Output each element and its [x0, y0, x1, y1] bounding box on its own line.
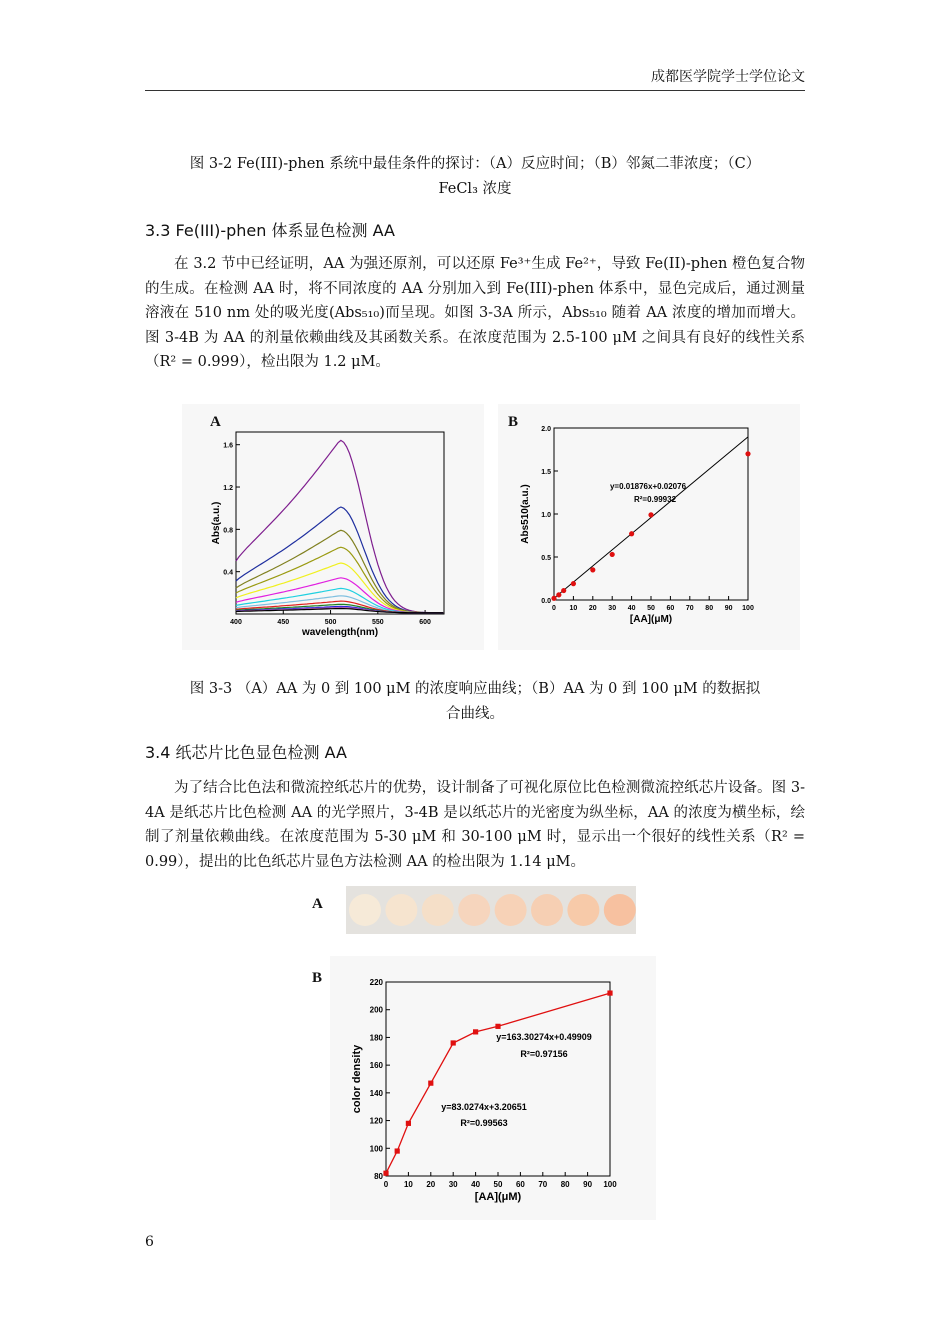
- y-axis-label: Abs(a.u.): [211, 501, 222, 545]
- plot-frame: [386, 982, 610, 1176]
- y-axis-label: Abs510(a.u.): [520, 484, 531, 544]
- data-point: [590, 567, 595, 572]
- plot-frame: [236, 432, 444, 614]
- section-3-4-title: 3.4 纸芯片比色显色检测 AA: [145, 743, 347, 762]
- y-tick-label: 160: [369, 1061, 383, 1071]
- y-tick-label: 0.8: [223, 527, 233, 535]
- data-point: [428, 1081, 433, 1086]
- y-tick-label: 1.0: [541, 512, 551, 519]
- x-tick-label: 10: [403, 1180, 413, 1189]
- header-title: 成都医学院学士学位论文: [651, 69, 805, 85]
- data-point: [561, 588, 566, 593]
- spectrum-line: [236, 563, 443, 613]
- x-tick-label: 30: [448, 1180, 458, 1189]
- y-tick-label: 1.5: [541, 469, 551, 476]
- x-tick-label: 80: [705, 605, 714, 612]
- fit-r2: R²=0.99563: [460, 1118, 508, 1128]
- x-tick-label: 60: [515, 1180, 525, 1189]
- data-point: [629, 531, 634, 536]
- x-tick-label: 100: [603, 1180, 617, 1189]
- x-tick-label: 400: [230, 619, 242, 626]
- y-tick-label: 0.4: [223, 569, 233, 577]
- x-tick-label: 40: [627, 605, 636, 612]
- y-tick-label: 1.6: [223, 442, 233, 450]
- x-tick-label: 20: [588, 605, 597, 612]
- x-axis-label: wavelength(nm): [301, 627, 379, 638]
- x-tick-label: 20: [426, 1180, 436, 1189]
- x-tick-label: 60: [666, 605, 675, 612]
- fit-r2: R²=0.97156: [520, 1049, 568, 1059]
- data-point: [383, 1171, 388, 1176]
- x-tick-label: 50: [647, 605, 655, 612]
- x-tick-label: 0: [383, 1180, 389, 1189]
- data-point: [556, 592, 561, 597]
- figure-3-4b: [330, 956, 656, 1220]
- panel-label-a: A: [312, 896, 323, 912]
- spectrum-line: [236, 440, 443, 612]
- x-tick-label: 10: [569, 605, 578, 612]
- x-tick-label: 500: [324, 619, 337, 626]
- x-tick-label: 550: [371, 619, 384, 626]
- spectrum-line: [236, 547, 443, 613]
- fit-r2: R²=0.99932: [633, 495, 677, 504]
- paragraph-3-3: 在 3.2 节中已经证明，AA 为强还原剂，可以还原 Fe³⁺生成 Fe²⁺，导致 Fe(II)-phen 橙色复合物的生成。在检测 AA 时，将不同浓度的 AA 分别加入到 Fe(III)-phen 体系中，显色完成后，通过测量溶液在 510 nm 处的吸光度(Abs₅₁₀)而呈现。如图 3-3A 所示，Abs₅₁₀ 随着 AA 浓度的增加而增大。图 3-4B 为 AA 的剂量依赖曲线及其函数关系。在浓度范围为 2.5-100 μM 之间具有良好的线性关系（R² = 0.999），检出限为 1.2 μM。: [145, 256, 805, 370]
- data-point: [648, 512, 653, 517]
- data-point: [473, 1029, 478, 1034]
- data-point: [495, 1024, 500, 1029]
- page-number: 6: [145, 1234, 154, 1250]
- data-line: [386, 993, 610, 1173]
- paper-chip-photo: [346, 886, 636, 934]
- x-tick-label: 70: [538, 1180, 548, 1189]
- x-tick-label: 70: [685, 605, 694, 612]
- data-point: [571, 581, 576, 586]
- x-tick-label: 90: [724, 605, 733, 612]
- paragraph-3-4: 为了结合比色法和微流控纸芯片的优势，设计制备了可视化原位比色检测微流控纸芯片设备。图 3-4A 是纸芯片比色检测 AA 的光学照片，3-4B 是以纸芯片的光密度为纵坐标，AA 的浓度为横坐标，绘制了剂量依赖曲线。在浓度范围为 5-30 μM 和 30-100 μM 时，显示出一个很好的线性关系（R² = 0.99），提出的比色纸芯片显色方法检测 AA 的检出限为 1.14 μM。: [145, 780, 805, 870]
- fit-equation: y=163.30274x+0.49909: [496, 1032, 592, 1042]
- data-point: [395, 1148, 400, 1153]
- x-tick-label: 100: [742, 605, 754, 612]
- x-tick-label: 30: [608, 605, 617, 612]
- x-tick-label: 40: [471, 1180, 481, 1189]
- y-tick-label: 0.5: [541, 555, 551, 562]
- panel-label-b: B: [508, 414, 519, 430]
- y-tick-label: 100: [369, 1144, 383, 1154]
- x-tick-label: 600: [419, 619, 431, 626]
- paper-chip-spots: [346, 886, 636, 934]
- figure-3-3a: [182, 404, 484, 650]
- paper-spot: [567, 894, 599, 926]
- fit-line: [554, 437, 748, 598]
- caption-line: 合曲线。: [446, 706, 504, 722]
- y-tick-label: 1.2: [223, 485, 233, 493]
- spectrum-line: [236, 507, 443, 613]
- paper-spot: [422, 894, 454, 926]
- x-tick-label: 450: [277, 619, 290, 626]
- spectra-chart: [182, 404, 484, 650]
- y-tick-label: 2.0: [541, 426, 551, 433]
- fit-equation: y=0.01876x+0.02076: [609, 482, 687, 491]
- paper-spot: [495, 894, 527, 926]
- figure-3-3b: [498, 404, 800, 650]
- y-tick-label: 140: [369, 1088, 383, 1098]
- x-tick-label: 50: [493, 1180, 503, 1189]
- data-point: [607, 990, 612, 995]
- y-tick-label: 0.0: [541, 598, 551, 605]
- paper-spot: [458, 894, 490, 926]
- paper-spot: [349, 894, 381, 926]
- y-tick-label: 200: [369, 1005, 383, 1015]
- paper-spot: [604, 894, 636, 926]
- x-tick-label: 0: [552, 605, 556, 612]
- data-point: [551, 596, 556, 601]
- x-tick-label: 90: [583, 1180, 593, 1189]
- data-point: [610, 552, 615, 557]
- figure-3-2-caption: [145, 152, 805, 202]
- x-tick-label: 80: [560, 1180, 570, 1189]
- paper-spot: [385, 894, 417, 926]
- section-3-3-title: 3.3 Fe(III)-phen 体系显色检测 AA: [145, 221, 395, 240]
- data-point: [451, 1040, 456, 1045]
- data-point: [745, 451, 750, 456]
- paper-spot: [531, 894, 563, 926]
- x-axis-label: [AA](μM): [474, 1191, 522, 1203]
- data-point: [406, 1121, 411, 1126]
- y-axis-label: color density: [351, 1044, 363, 1114]
- color-density-chart: [330, 956, 656, 1220]
- y-tick-label: 220: [369, 978, 383, 987]
- panel-label-b: B: [312, 970, 323, 986]
- x-axis-label: [AA](μM): [629, 614, 673, 625]
- caption-line: 图 3-3 （A）AA 为 0 到 100 μM 的浓度响应曲线；（B）AA 为 0 到 100 μM 的数据拟: [189, 681, 761, 697]
- panel-label-a: A: [210, 414, 221, 430]
- figure-3-3-caption: [145, 677, 805, 727]
- y-tick-label: 180: [369, 1033, 383, 1043]
- caption-line: FeCl₃ 浓度: [438, 181, 512, 197]
- y-tick-label: 120: [369, 1116, 383, 1126]
- caption-line: 图 3-2 Fe(III)-phen 系统中最佳条件的探讨：（A）反应时间；（B）邻氮二菲浓度；（C）: [189, 156, 761, 172]
- page-header: [145, 66, 805, 91]
- calibration-chart: [498, 404, 800, 650]
- fit-equation: y=83.0274x+3.20651: [441, 1102, 527, 1112]
- y-tick-label: 80: [374, 1172, 383, 1181]
